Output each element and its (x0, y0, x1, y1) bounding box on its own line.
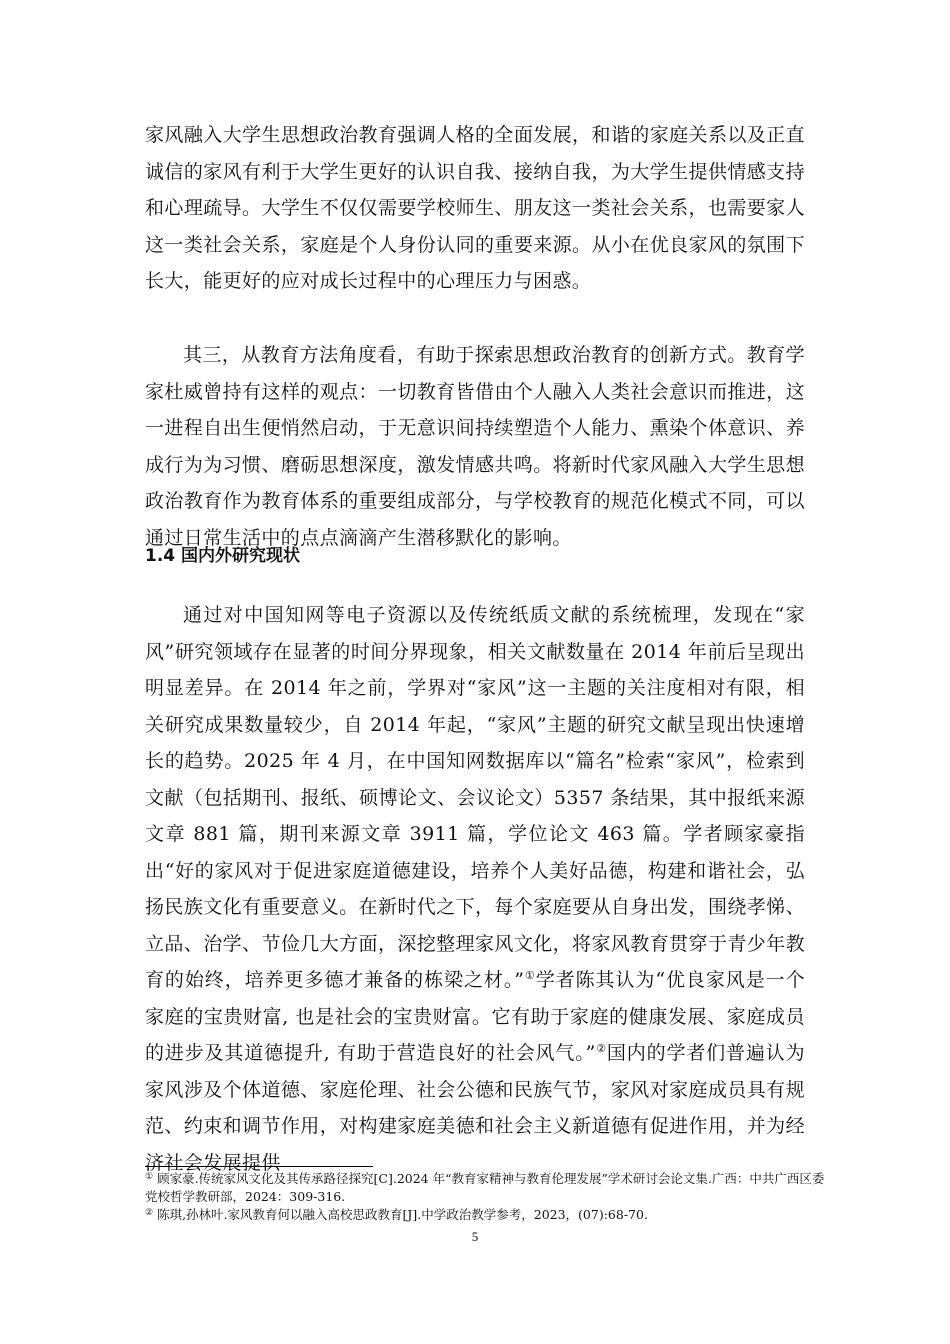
footnote-separator (145, 1166, 373, 1167)
paragraph-text: 通过对中国知网等电子资源以及传统纸质文献的系统梳理，发现在“家风”研究领域存在显著的时间分界现象，相关文献数量在 2014 年前后呈现出明显差异。在 2014 年之前，学界对“家风”这一主题的关注度相对有限，相关研究成果数量较少，自 2014 年起，“家风”主题的研究文献呈现出快速增长的趋势。2025 年 4 月，在中国知网数据库以“篇名”检索“家风”，检索到文献（包括期刊、报纸、硕博论文、会议论文）5357 条结果，其中报纸来源文章 881 篇，期刊来源文章 3911 篇，学位论文 463 篇。学者顾家豪指出“好的家风对于促进家庭道德建设，培养个人美好品德，构建和谐社会，弘扬民族文化有重要意义。在新时代之下，每个家庭要从自身出发，围绕孝悌、立品、治学、节俭几大方面，深挖整理家风文化，将家风教育贯穿于青少年教育的始终，培养更多德才兼备的栋梁之材。” (145, 604, 805, 991)
section-heading: 1.4 国内外研究现状 (145, 546, 301, 566)
footnote-text: 陈琪,孙林叶.家风教育何以融入高校思政教育[J].中学政治教学参考，2023，(07):68-70. (157, 1207, 648, 1222)
footnotes (145, 1170, 825, 1224)
footnote-item (145, 1170, 825, 1206)
paragraph-text: 家风融入大学生思想政治教育强调人格的全面发展，和谐的家庭关系以及正直诚信的家风有利于大学生更好的认识自我、接纳自我，为大学生提供情感支持和心理疏导。大学生不仅仅需要学校师生、朋友这一类社会关系，也需要家人这一类社会关系，家庭是个人身份认同的重要来源。从小在优良家风的氛围下长大，能更好的应对成长过程中的心理压力与困惑。 (145, 124, 805, 292)
paragraph-text: 其三，从教育方法角度看，有助于探索思想政治教育的创新方式。教育学家杜威曾持有这样的观点：一切教育皆借由个人融入人类社会意识而推进，这一进程自出生便悄然启动，于无意识间持续塑造个人能力、熏染个体意识、养成行为为习惯、磨砺思想深度，激发情感共鸣。将新时代家风融入大学生思想政治教育作为教育体系的重要组成部分，与学校教育的规范化模式不同，可以通过日常生活中的点点滴滴产生潜移默化的影响。 (145, 344, 805, 549)
page-number: 5 (471, 1229, 479, 1244)
body-paragraph (145, 337, 805, 556)
body-paragraph (145, 597, 805, 1181)
footnote-text: 顾家豪.传统家风文化及其传承路径探究[C].2024 年“教育家精神与教育伦理发展”学术研讨会论文集.广西：中共广西区委党校哲学教研部，2024：309-316. (145, 1171, 825, 1204)
footnote-mark: ② (145, 1208, 154, 1218)
footnote-reference[interactable]: ② (595, 1042, 607, 1055)
paragraph-text: 学者陈其认为“优良家风是一个家庭的宝贵财富, 也是社会的宝贵财富。它有助于家庭的健康发展、家庭成员的进步及其道德提升, 有助于营造良好的社会风气。” (145, 969, 806, 1064)
body-paragraph (145, 117, 805, 300)
footnote-mark: ① (145, 1172, 154, 1182)
footnote-reference[interactable]: ① (524, 969, 536, 982)
paragraph-text: 国内的学者们普遍认为家风涉及个体道德、家庭伦理、社会公德和民族气节，家风对家庭成员具有规范、约束和调节作用，对构建家庭美德和社会主义新道德有促进作用，并为经济社会发展提供 (145, 1042, 805, 1174)
footnote-item (145, 1206, 825, 1224)
